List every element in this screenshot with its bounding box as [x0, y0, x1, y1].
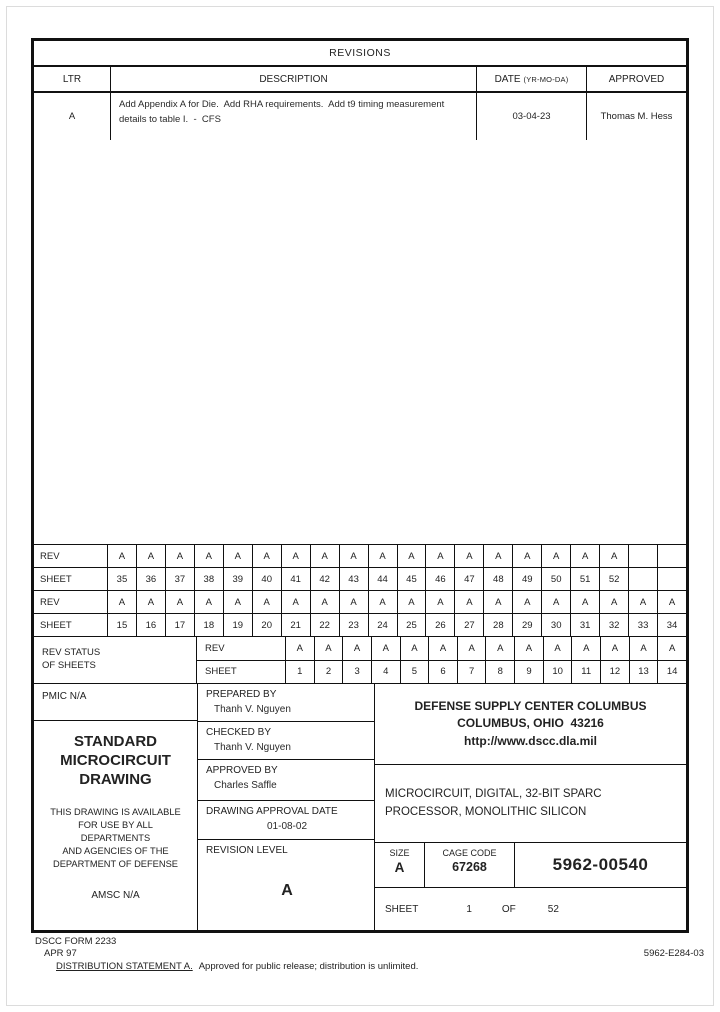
cage-code-cell	[425, 843, 515, 887]
size-value: A	[394, 860, 405, 875]
sheet-number-cell: 14	[657, 661, 686, 684]
rev-value-cell: A	[600, 637, 629, 660]
rev-value-cell: A	[425, 591, 454, 613]
sheet-number-cell: 22	[310, 614, 339, 636]
rev-value-cell: A	[314, 637, 343, 660]
sheet-number-cell: 12	[600, 661, 629, 684]
sheet-count-row	[375, 888, 686, 930]
rev-value-cell: A	[368, 545, 397, 567]
availability-line: FOR USE BY ALL	[78, 820, 153, 831]
rev-value-cell: A	[457, 637, 486, 660]
approved-by-block	[198, 760, 374, 801]
rev-status-row-b-sheet	[34, 613, 686, 636]
form-date: APR 97	[44, 948, 77, 959]
rev-value-cell: A	[252, 591, 281, 613]
rev-value-cell: A	[342, 637, 371, 660]
size-label: SIZE	[389, 848, 410, 858]
sheet-number-cell: 31	[570, 614, 599, 636]
revision-approved-value: Thomas M. Hess	[600, 111, 673, 122]
sheet-number-cell: 6	[428, 661, 457, 684]
sheet-number-cell: 13	[629, 661, 658, 684]
sheet-number-cell: 32	[599, 614, 628, 636]
sheet-row-label: SHEET	[205, 666, 237, 678]
document-control-number: 5962-E284-03	[643, 948, 704, 959]
rev-status-row-b-rev	[34, 590, 686, 613]
amsc-field: AMSC N/A	[91, 890, 140, 902]
sheet-number-cell: 17	[165, 614, 194, 636]
sheet-number-cell: 38	[194, 568, 223, 590]
smd-title-line: DRAWING	[79, 770, 152, 788]
rev-value-cell: A	[310, 591, 339, 613]
rev-value-cell: A	[543, 637, 572, 660]
rev-value-cell: A	[194, 545, 223, 567]
rev-value-cell	[657, 545, 686, 567]
rev-value-cell: A	[599, 545, 628, 567]
rev-value-cell: A	[629, 637, 658, 660]
form-number: DSCC FORM 2233	[35, 936, 117, 947]
date-header-label: DATE	[494, 73, 521, 85]
sheet-number-cell: 19	[223, 614, 252, 636]
sheet-number-cell: 2	[314, 661, 343, 684]
sheet-number-cell	[628, 568, 657, 590]
rev-value-cell: A	[165, 591, 194, 613]
drawing-number: 5962-00540	[552, 855, 649, 874]
prepared-by-label: PREPARED BY	[206, 689, 277, 700]
sheet-number-cell: 21	[281, 614, 310, 636]
sheet-number-cell: 18	[194, 614, 223, 636]
sheet-number-cell: 35	[107, 568, 136, 590]
revision-description-value: Add Appendix A for Die. Add RHA requirements. Add t9 timing measurement details to table I. - CFS	[111, 93, 477, 140]
rev-value-cell: A	[339, 545, 368, 567]
rev-value-cell: A	[514, 637, 543, 660]
revision-ltr-value: A	[34, 93, 111, 140]
rev-status-of-sheets-block	[34, 636, 686, 683]
sheet-of-label: OF	[501, 903, 516, 915]
sheet-number-cell: 48	[483, 568, 512, 590]
rev-value-cell: A	[599, 591, 628, 613]
sheet-number-cell: 46	[425, 568, 454, 590]
sheet-number-cell: 26	[425, 614, 454, 636]
sheet-number-cell: 25	[397, 614, 426, 636]
sheet-number-cell: 40	[252, 568, 281, 590]
checked-by-block	[198, 722, 374, 760]
drawing-form-box	[31, 38, 689, 933]
rev-value-cell: A	[165, 545, 194, 567]
revisions-header-row	[34, 67, 686, 93]
sheet-number-cell: 16	[136, 614, 165, 636]
size-cell	[375, 843, 425, 887]
checked-by-name: Thanh V. Nguyen	[214, 742, 291, 753]
sheet-number-cell: 8	[485, 661, 514, 684]
rev-row-label: REV	[40, 550, 60, 562]
title-block-left-column	[34, 684, 198, 930]
rev-value-cell: A	[107, 591, 136, 613]
revision-level-label: REVISION LEVEL	[206, 845, 288, 856]
drawing-approval-date-block	[198, 801, 374, 840]
cage-code-value: 67268	[452, 860, 487, 874]
approved-by-name: Charles Saffle	[214, 780, 277, 791]
rev-value-cell: A	[223, 545, 252, 567]
rev-row-label: REV	[205, 642, 225, 654]
title-block-right-column	[375, 684, 686, 930]
agency-address-block	[375, 684, 686, 765]
revisions-header-date	[477, 67, 587, 91]
sheet-number-cell: 15	[107, 614, 136, 636]
sheet-number-cell: 51	[570, 568, 599, 590]
rev-value-cell: A	[136, 591, 165, 613]
checked-by-label: CHECKED BY	[206, 727, 272, 738]
revision-level-value: A	[281, 882, 293, 899]
rev-value-cell: A	[628, 591, 657, 613]
rev-value-cell: A	[400, 637, 429, 660]
approved-by-label: APPROVED BY	[206, 765, 278, 776]
rev-value-cell: A	[571, 637, 600, 660]
rev-status-row-a-sheet	[34, 567, 686, 590]
distribution-statement-label: DISTRIBUTION STATEMENT A.	[56, 961, 193, 972]
rev-value-cell: A	[371, 637, 400, 660]
sheet-number-cell: 39	[223, 568, 252, 590]
prepared-by-name: Thanh V. Nguyen	[214, 704, 291, 715]
rev-value-cell: A	[285, 637, 314, 660]
rev-status-label-line1: REV STATUS	[42, 647, 101, 659]
sheet-number-cell: 9	[514, 661, 543, 684]
rev-value-cell: A	[223, 591, 252, 613]
rev-value-cell: A	[454, 591, 483, 613]
rev-status-of-sheets-label	[34, 637, 197, 683]
sheet-number-cell: 28	[483, 614, 512, 636]
rev-value-cell: A	[397, 591, 426, 613]
prepared-by-block	[198, 684, 374, 722]
rev-value-cell: A	[485, 637, 514, 660]
rev-value-cell: A	[107, 545, 136, 567]
sheet-number-cell: 29	[512, 614, 541, 636]
sheet-number-cell: 43	[339, 568, 368, 590]
distribution-statement	[56, 961, 418, 972]
title-block-signature-column	[198, 684, 375, 930]
revision-level-block	[198, 840, 374, 930]
sheet-number-cell	[657, 568, 686, 590]
sheet-number-cell: 23	[339, 614, 368, 636]
date-header-units: (YR-MO-DA)	[523, 74, 569, 84]
availability-line: DEPARTMENT OF DEFENSE	[52, 859, 178, 870]
sheet-number-cell: 1	[285, 661, 314, 684]
sheet-number-cell: 33	[628, 614, 657, 636]
sheet-number: 1	[466, 903, 472, 915]
sheet-number-cell: 52	[599, 568, 628, 590]
sheet-number-cell: 45	[397, 568, 426, 590]
cage-code-label: CAGE CODE	[442, 848, 497, 858]
blank-revision-space	[34, 140, 686, 544]
sheet-number-cell: 41	[281, 568, 310, 590]
rev-value-cell: A	[541, 545, 570, 567]
agency-line: DEFENSE SUPPLY CENTER COLUMBUS	[414, 698, 647, 713]
rev-value-cell: A	[281, 545, 310, 567]
item-title-line: PROCESSOR, MONOLITHIC SILICON	[385, 805, 587, 818]
sheet-number-cell: 36	[136, 568, 165, 590]
rev-value-cell: A	[368, 591, 397, 613]
revisions-header-description: DESCRIPTION	[111, 67, 477, 91]
sheet-number-cell: 42	[310, 568, 339, 590]
rev-value-cell	[628, 545, 657, 567]
rev-value-cell: A	[657, 591, 686, 613]
item-title-line: MICROCIRCUIT, DIGITAL, 32-BIT SPARC	[385, 788, 602, 801]
sheet-number-cell: 50	[541, 568, 570, 590]
sheet-number-cell: 24	[368, 614, 397, 636]
rev-value-cell: A	[136, 545, 165, 567]
rev-status-c-rows	[197, 637, 686, 683]
sheet-label: SHEET	[385, 903, 419, 915]
revisions-title: REVISIONS	[34, 41, 686, 67]
rev-value-cell: A	[541, 591, 570, 613]
sheet-number-cell: 44	[368, 568, 397, 590]
sheet-number-cell: 11	[571, 661, 600, 684]
rev-status-row-c-sheet	[197, 660, 686, 684]
sheet-number-cell: 47	[454, 568, 483, 590]
sheet-number-cell: 7	[457, 661, 486, 684]
rev-row-label: REV	[40, 596, 60, 608]
sheet-row-label: SHEET	[40, 573, 72, 585]
sheet-number-cell: 20	[252, 614, 281, 636]
rev-value-cell: A	[454, 545, 483, 567]
rev-value-cell: A	[512, 591, 541, 613]
rev-value-cell: A	[425, 545, 454, 567]
rev-value-cell: A	[570, 591, 599, 613]
standard-microcircuit-drawing-title	[60, 733, 171, 789]
smd-title-line: MICROCIRCUIT	[60, 751, 171, 769]
rev-value-cell: A	[281, 591, 310, 613]
rev-value-cell: A	[310, 545, 339, 567]
rev-value-cell: A	[483, 591, 512, 613]
sheet-number-cell: 27	[454, 614, 483, 636]
item-title-block	[375, 765, 686, 843]
sheet-number-cell: 4	[371, 661, 400, 684]
rev-value-cell: A	[512, 545, 541, 567]
rev-value-cell: A	[428, 637, 457, 660]
rev-value-cell: A	[339, 591, 368, 613]
sheet-row-label: SHEET	[40, 619, 72, 631]
rev-status-label-line2: OF SHEETS	[42, 660, 96, 671]
drawing-approval-date-value: 01-08-02	[266, 821, 308, 832]
agency-line: COLUMBUS, OHIO 43216	[457, 716, 604, 731]
title-block	[34, 683, 686, 930]
distribution-statement-text: Approved for public release; distribution is unlimited.	[198, 961, 419, 972]
sheet-number-cell: 49	[512, 568, 541, 590]
sheet-number-cell: 10	[543, 661, 572, 684]
size-cage-number-row	[375, 843, 686, 888]
rev-value-cell: A	[657, 637, 686, 660]
rev-value-cell: A	[252, 545, 281, 567]
agency-line: http://www.dscc.dla.mil	[464, 733, 597, 748]
pmic-field: PMIC N/A	[34, 684, 197, 721]
sheet-number-cell: 34	[657, 614, 686, 636]
drawing-approval-date-label: DRAWING APPROVAL DATE	[206, 806, 338, 817]
availability-line: THIS DRAWING IS AVAILABLE	[50, 807, 181, 818]
sheet-number-cell: 30	[541, 614, 570, 636]
rev-value-cell: A	[397, 545, 426, 567]
revision-date-value: 03-04-23	[477, 93, 587, 140]
rev-value-cell: A	[570, 545, 599, 567]
revision-entry-row	[34, 93, 686, 140]
availability-line: DEPARTMENTS	[80, 833, 151, 844]
sheet-total: 52	[547, 903, 559, 915]
sheet-number-cell: 3	[342, 661, 371, 684]
rev-status-row-c-rev	[197, 637, 686, 660]
revisions-header-ltr: LTR	[34, 67, 111, 91]
smd-block	[34, 721, 197, 930]
smd-title-line: STANDARD	[73, 733, 158, 750]
rev-value-cell: A	[194, 591, 223, 613]
sheet-number-cell: 5	[400, 661, 429, 684]
availability-line: AND AGENCIES OF THE	[62, 846, 169, 857]
availability-statement	[50, 806, 181, 871]
revisions-header-approved: APPROVED	[608, 73, 665, 85]
sheet-number-cell: 37	[165, 568, 194, 590]
rev-value-cell: A	[483, 545, 512, 567]
rev-status-row-a-rev	[34, 544, 686, 567]
